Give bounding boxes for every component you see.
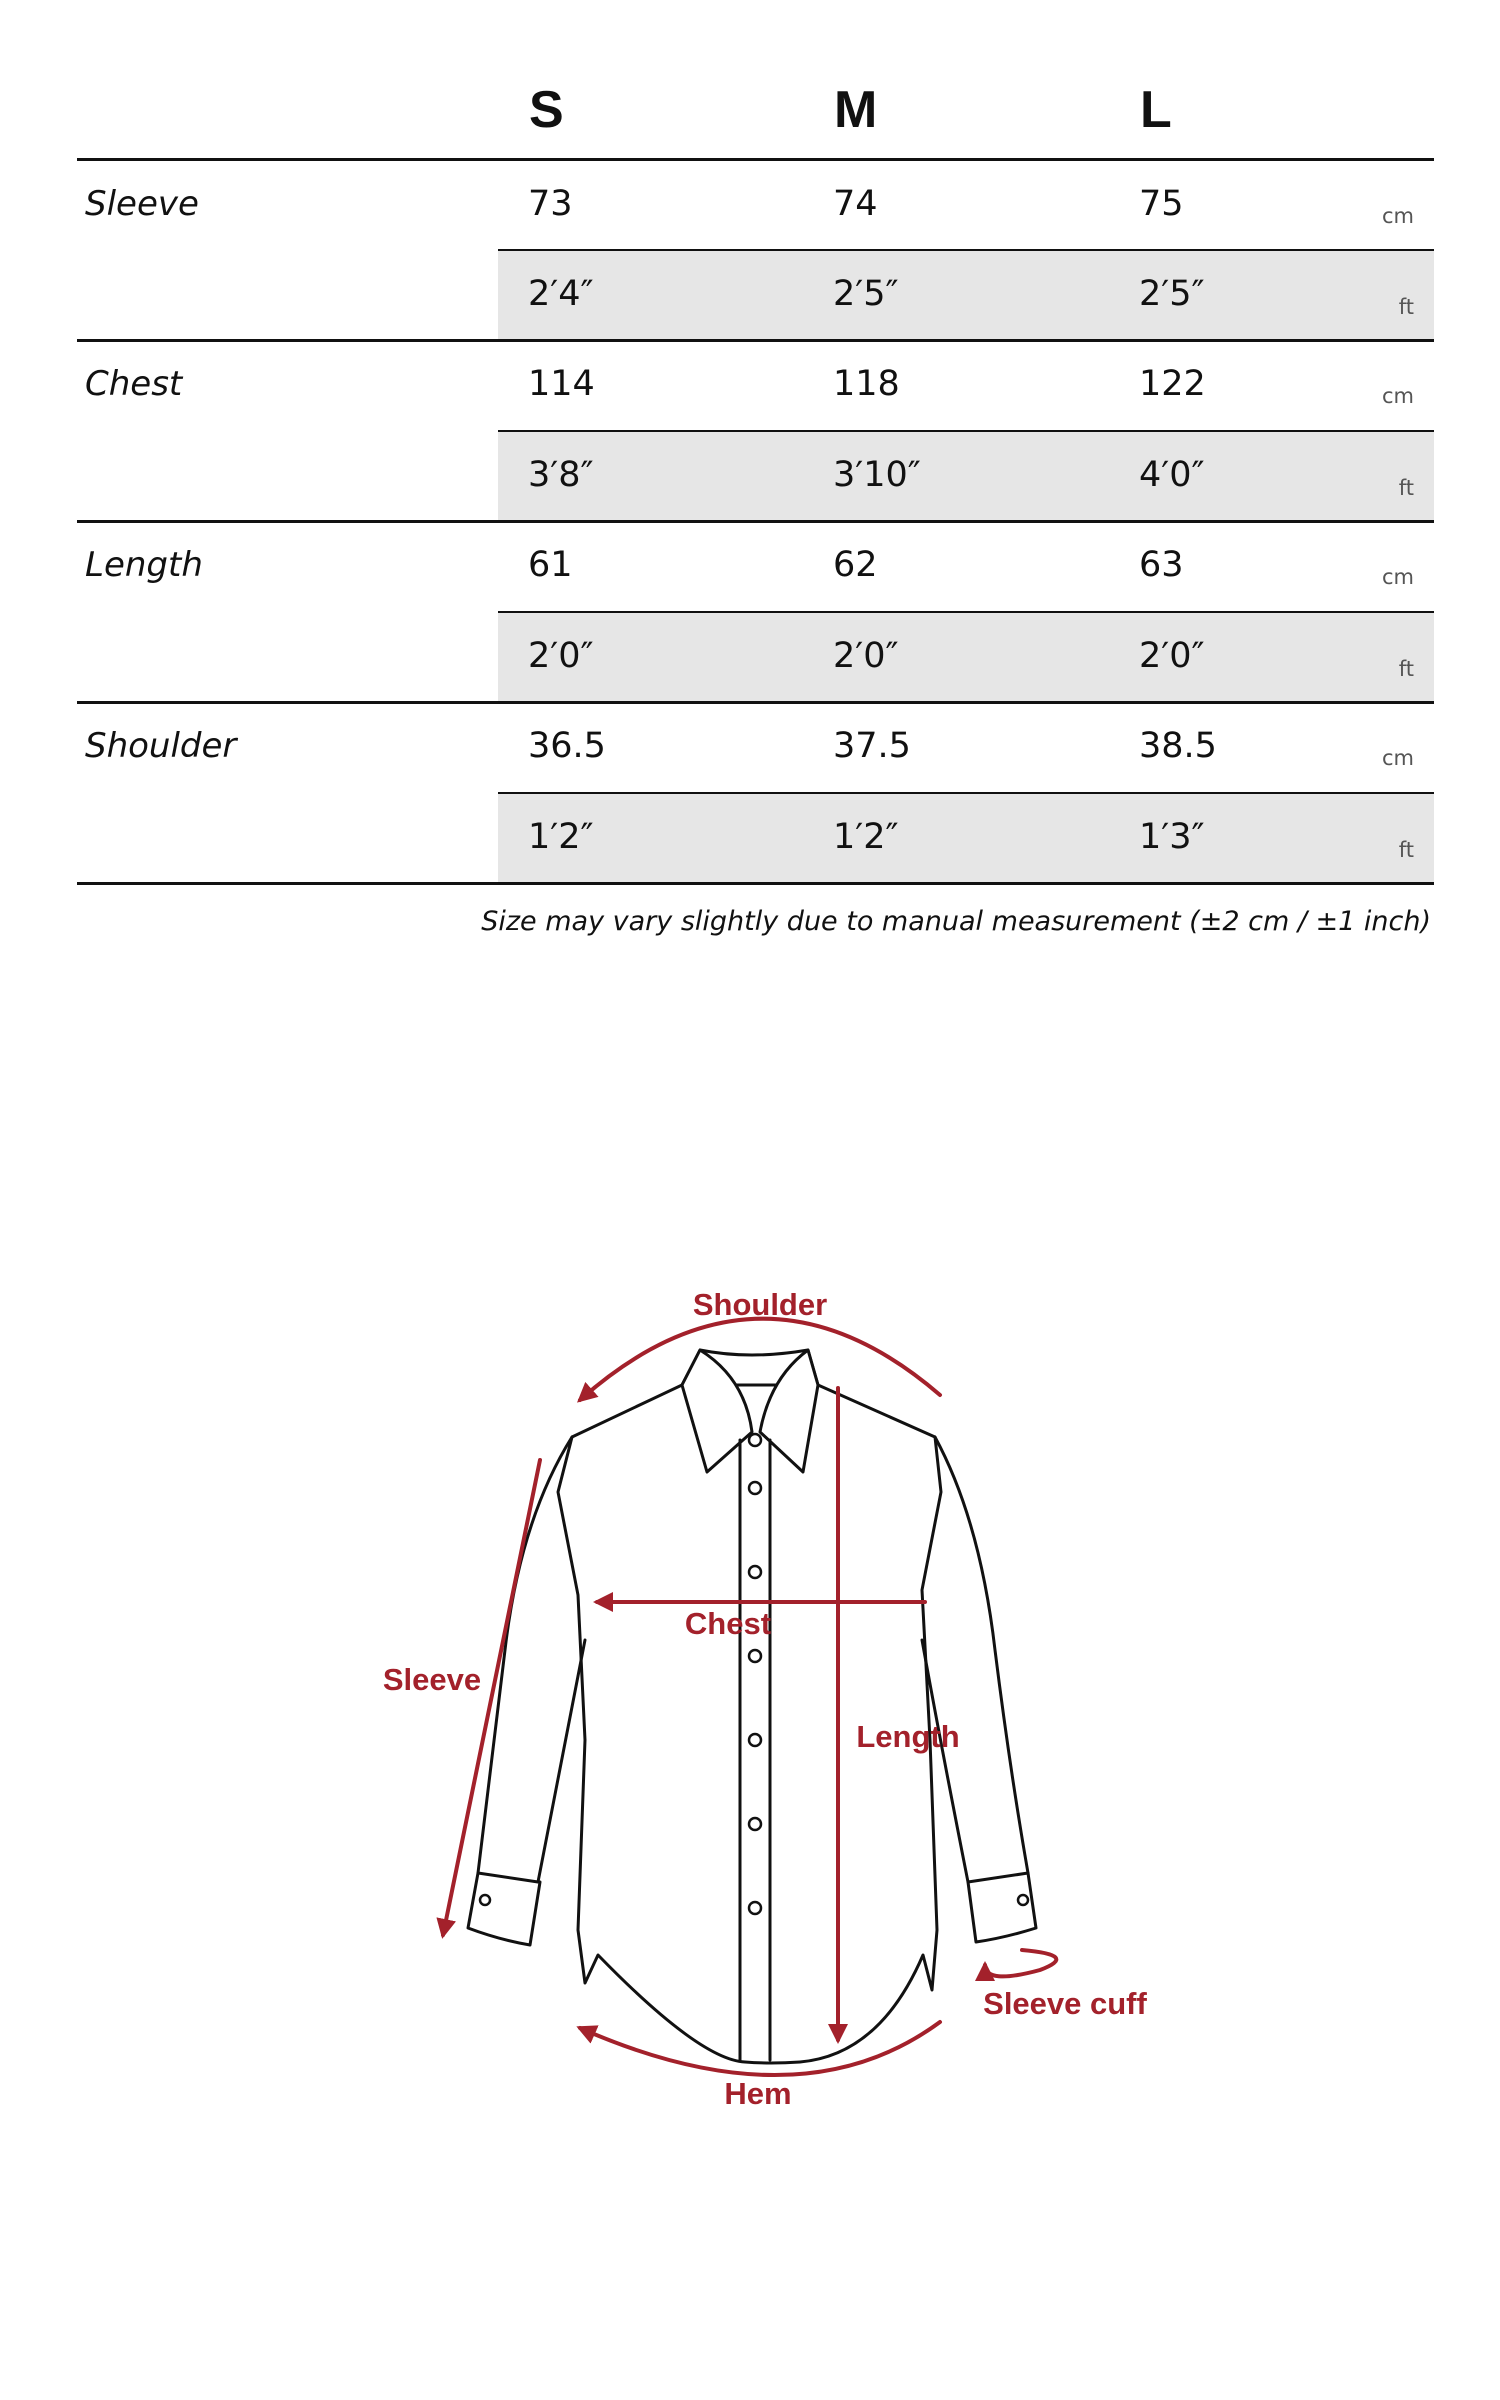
right-cuff (968, 1873, 1036, 1942)
sleeve-ft-l: 2′5″ (1139, 274, 1205, 314)
unit-ft: ft (1398, 295, 1414, 319)
size-header-l: L (1140, 81, 1172, 139)
label-sleeve: Sleeve (382, 1662, 482, 1697)
label-length: Length (856, 1719, 960, 1754)
chest-ft-m: 3′10″ (833, 455, 921, 495)
label-shoulder: Shoulder (692, 1287, 828, 1322)
row-label-shoulder: Shoulder (85, 726, 237, 766)
sleeve-cm-m: 74 (833, 184, 878, 224)
sleeve-cm-s: 73 (528, 184, 573, 224)
cuff-button-right (1018, 1895, 1028, 1905)
button (749, 1482, 761, 1494)
shoulder-ft-m: 1′2″ (833, 817, 899, 857)
length-cm-s: 61 (528, 545, 573, 585)
shoulder-ft-s: 1′2″ (528, 817, 594, 857)
row-label-sleeve: Sleeve (85, 184, 199, 224)
row-label-chest: Chest (85, 364, 183, 404)
label-sleeve-cuff: Sleeve cuff (983, 1986, 1147, 2021)
button (749, 1434, 761, 1446)
sleeve-ft-s: 2′4″ (528, 274, 594, 314)
row-label-length: Length (85, 545, 203, 585)
size-header-s: S (529, 81, 564, 139)
length-cm-m: 62 (833, 545, 878, 585)
shirt-outline (468, 1350, 1036, 2063)
shoulder-cm-m: 37.5 (833, 726, 911, 766)
button (749, 1566, 761, 1578)
unit-ft: ft (1398, 838, 1414, 862)
button (749, 1650, 761, 1662)
shoulder-ft-l: 1′3″ (1139, 817, 1205, 857)
chest-ft-l: 4′0″ (1139, 455, 1205, 495)
label-chest: Chest (684, 1606, 772, 1641)
sleeve-cuff-arrow (985, 1950, 1056, 1976)
chest-cm-m: 118 (833, 364, 900, 404)
unit-ft: ft (1398, 657, 1414, 681)
button (749, 1734, 761, 1746)
length-ft-l: 2′0″ (1139, 636, 1205, 676)
sleeve-ft-m: 2′5″ (833, 274, 899, 314)
chest-cm-s: 114 (528, 364, 595, 404)
left-cuff (468, 1873, 540, 1945)
unit-cm: cm (1381, 746, 1414, 770)
unit-cm: cm (1381, 204, 1414, 228)
shoulder-cm-s: 36.5 (528, 726, 606, 766)
unit-cm: cm (1381, 384, 1414, 408)
unit-cm: cm (1381, 565, 1414, 589)
button (749, 1818, 761, 1830)
chest-cm-l: 122 (1139, 364, 1206, 404)
cuff-button-left (480, 1895, 490, 1905)
sleeve-cm-l: 75 (1139, 184, 1184, 224)
length-ft-s: 2′0″ (528, 636, 594, 676)
button (749, 1902, 761, 1914)
shoulder-cm-l: 38.5 (1139, 726, 1217, 766)
chest-ft-s: 3′8″ (528, 455, 594, 495)
unit-ft: ft (1398, 476, 1414, 500)
length-ft-m: 2′0″ (833, 636, 899, 676)
length-cm-l: 63 (1139, 545, 1184, 585)
sleeve-arrow (443, 1460, 540, 1935)
size-header-m: M (834, 81, 878, 139)
measurement-note: Size may vary slightly due to manual measurement (±2 cm / ±1 inch) (481, 906, 1431, 937)
label-hem: Hem (724, 2076, 792, 2111)
